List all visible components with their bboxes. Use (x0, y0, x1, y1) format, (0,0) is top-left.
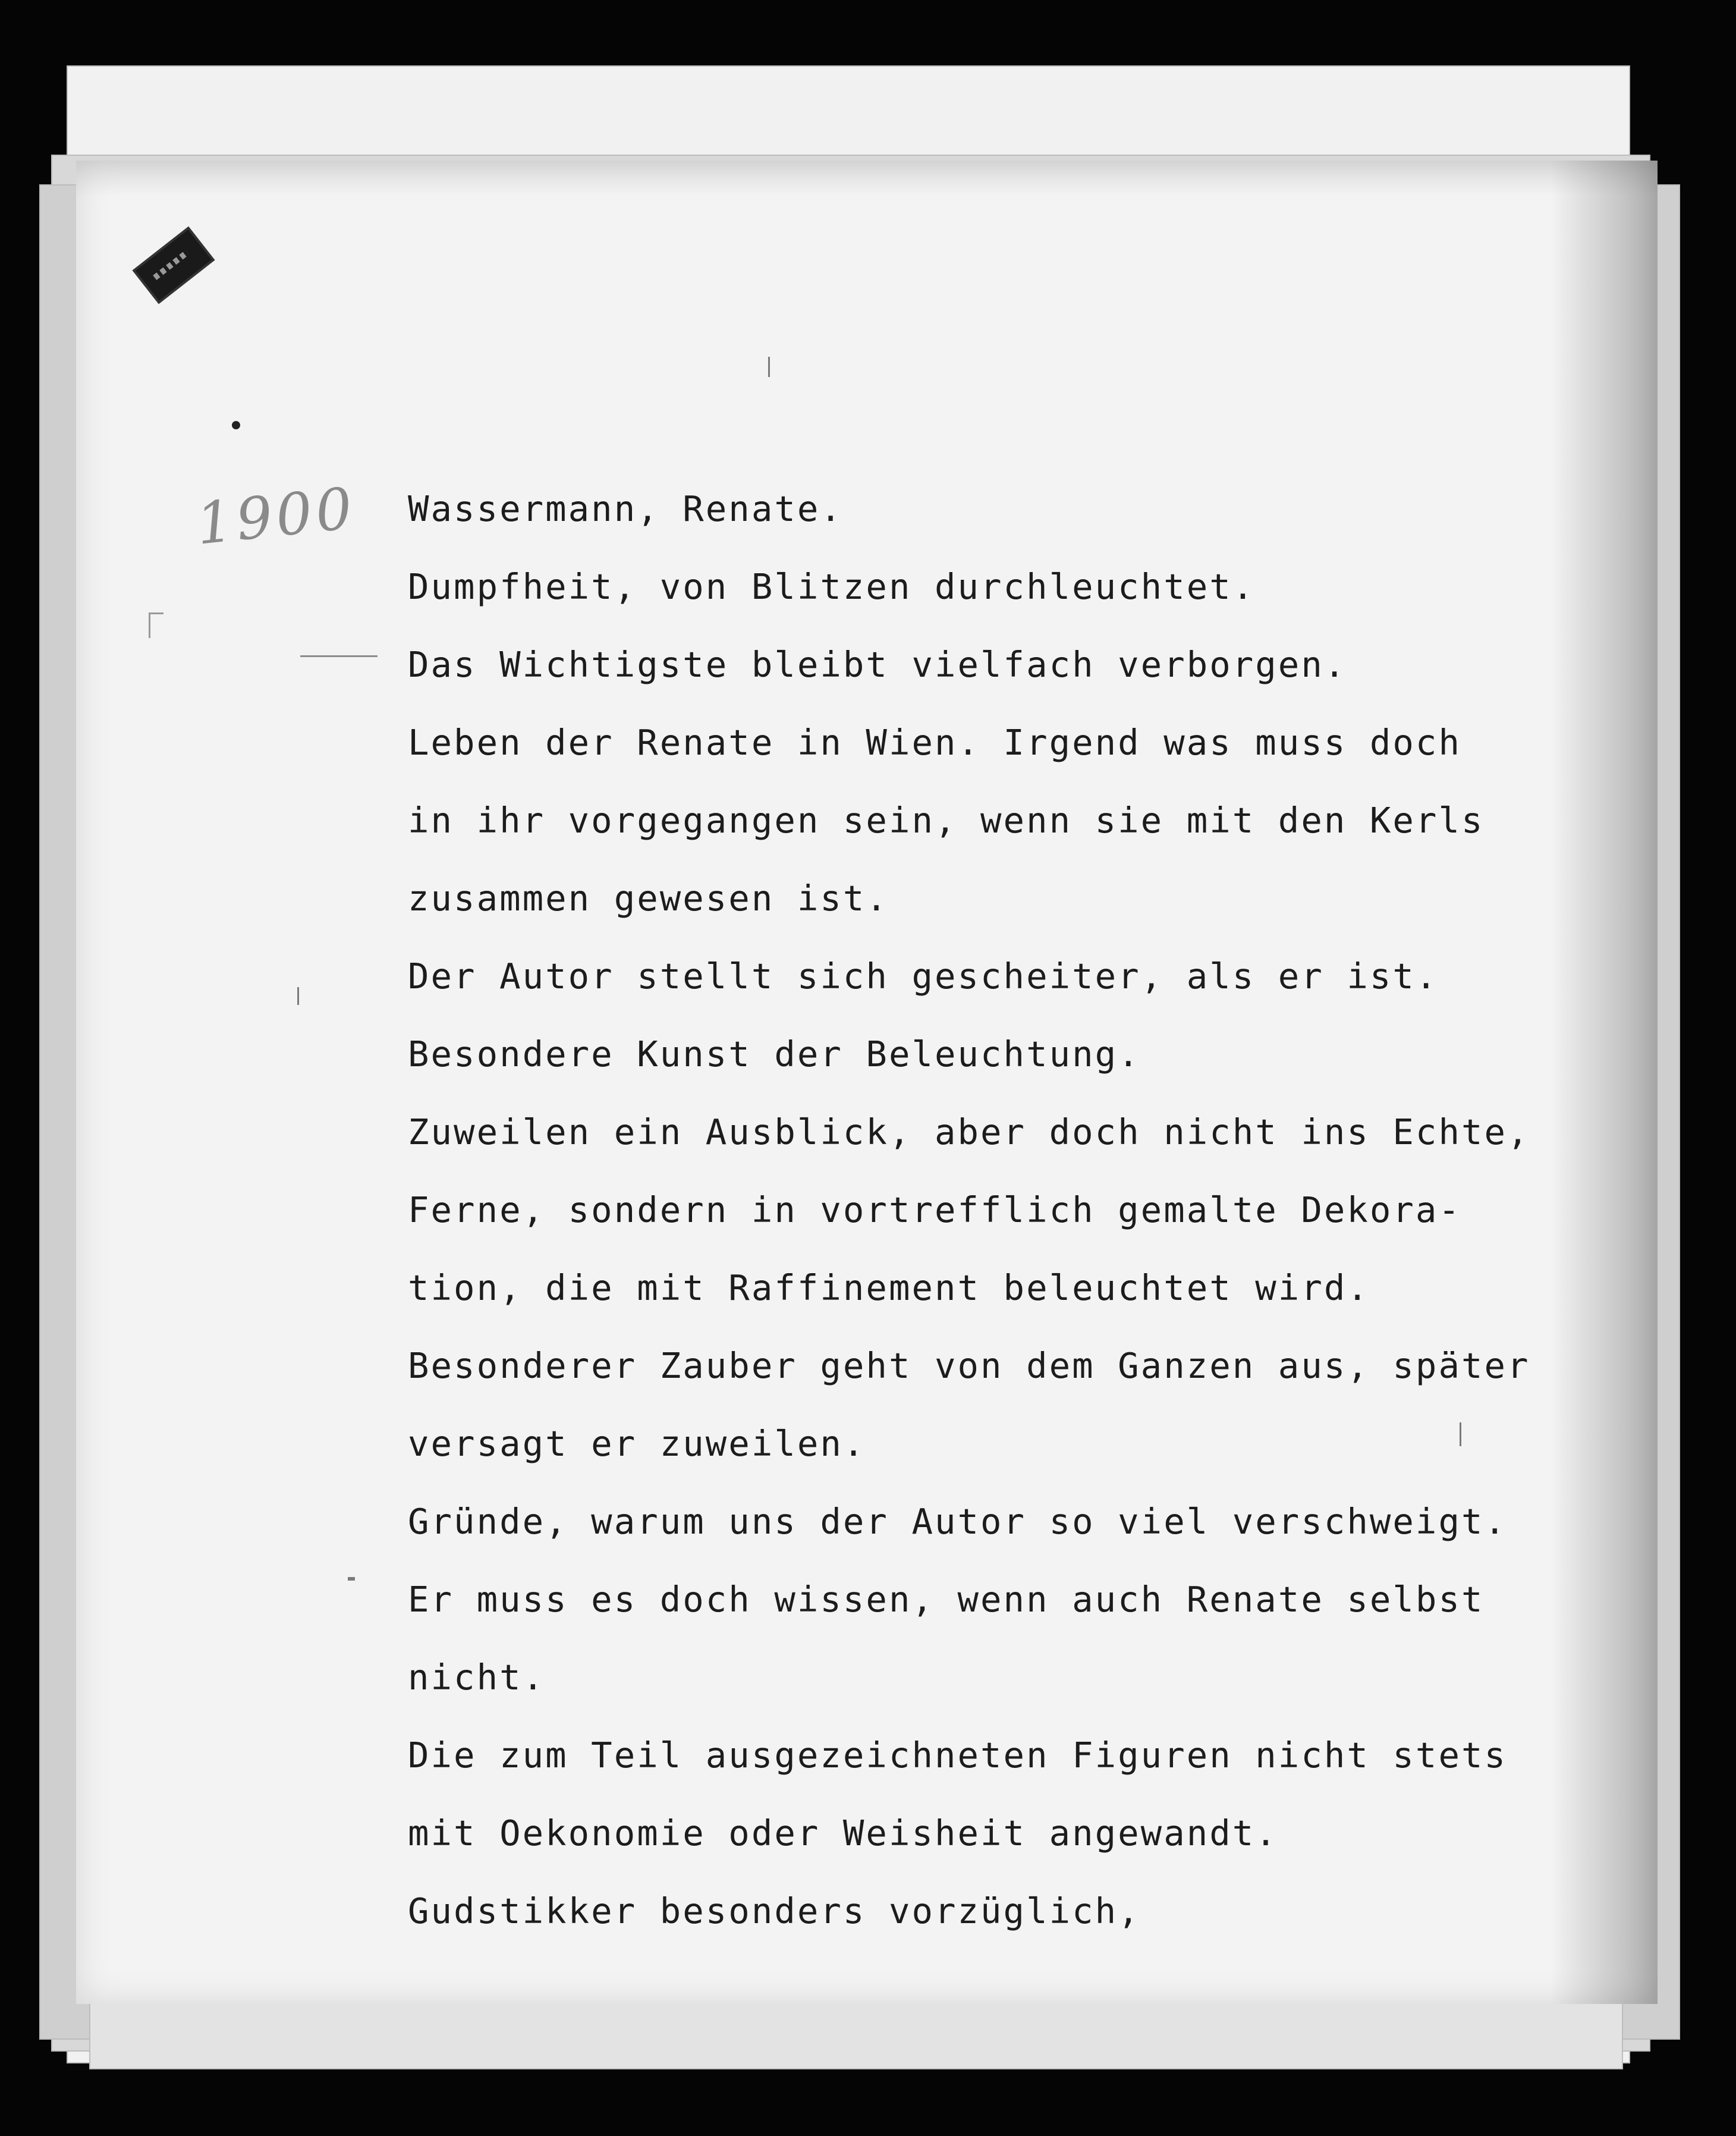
text-line: Besondere Kunst der Beleuchtung. (408, 1034, 1141, 1075)
text-line: zusammen gewesen ist. (408, 878, 889, 919)
text-line: Leben der Renate in Wien. Irgend was muss doch (408, 722, 1461, 763)
text-line: mit Oekonomie oder Weisheit angewandt. (408, 1813, 1278, 1854)
text-line: in ihr vorgegangen sein, wenn sie mit den Kerls (408, 800, 1485, 841)
text-line: tion, die mit Raffinement beleuchtet wird. (408, 1267, 1370, 1308)
text-line: Ferne, sondern in vortrefflich gemalte Dekora- (408, 1189, 1461, 1230)
page-edge-shadow (76, 161, 1658, 196)
text-line: versagt er zuweilen. (408, 1423, 866, 1464)
text-line: Der Autor stellt sich gescheiter, als er ist. (408, 956, 1439, 997)
text-line: Besonderer Zauber geht von dem Ganzen aus, später (408, 1345, 1530, 1386)
margin-mark (149, 612, 163, 638)
text-line: Gründe, warum uns der Autor so viel verschweigt. (408, 1501, 1508, 1542)
text-line: Wassermann, Renate. (408, 488, 843, 529)
pencil-tick (768, 357, 770, 377)
text-line: Gudstikker besonders vorzüglich, (408, 1890, 1141, 1931)
text-line: nicht. (408, 1657, 546, 1698)
text-line: Die zum Teil ausgezeichneten Figuren nicht stets (408, 1735, 1508, 1776)
pencil-tick (297, 987, 299, 1005)
ink-dot (232, 421, 240, 429)
pencil-tick (348, 1577, 355, 1581)
typed-text-block (408, 470, 1621, 1950)
text-line: Zuweilen ein Ausblick, aber doch nicht ins Echte, (408, 1111, 1530, 1152)
margin-rule (300, 655, 378, 657)
text-line: Dumpfheit, von Blitzen durchleuchtet. (408, 566, 1256, 607)
text-line: Er muss es doch wissen, wenn auch Renate selbst (408, 1579, 1485, 1620)
handwritten-year: 1900 (193, 475, 359, 558)
text-line: Das Wichtigste bleibt vielfach verborgen. (408, 644, 1347, 685)
